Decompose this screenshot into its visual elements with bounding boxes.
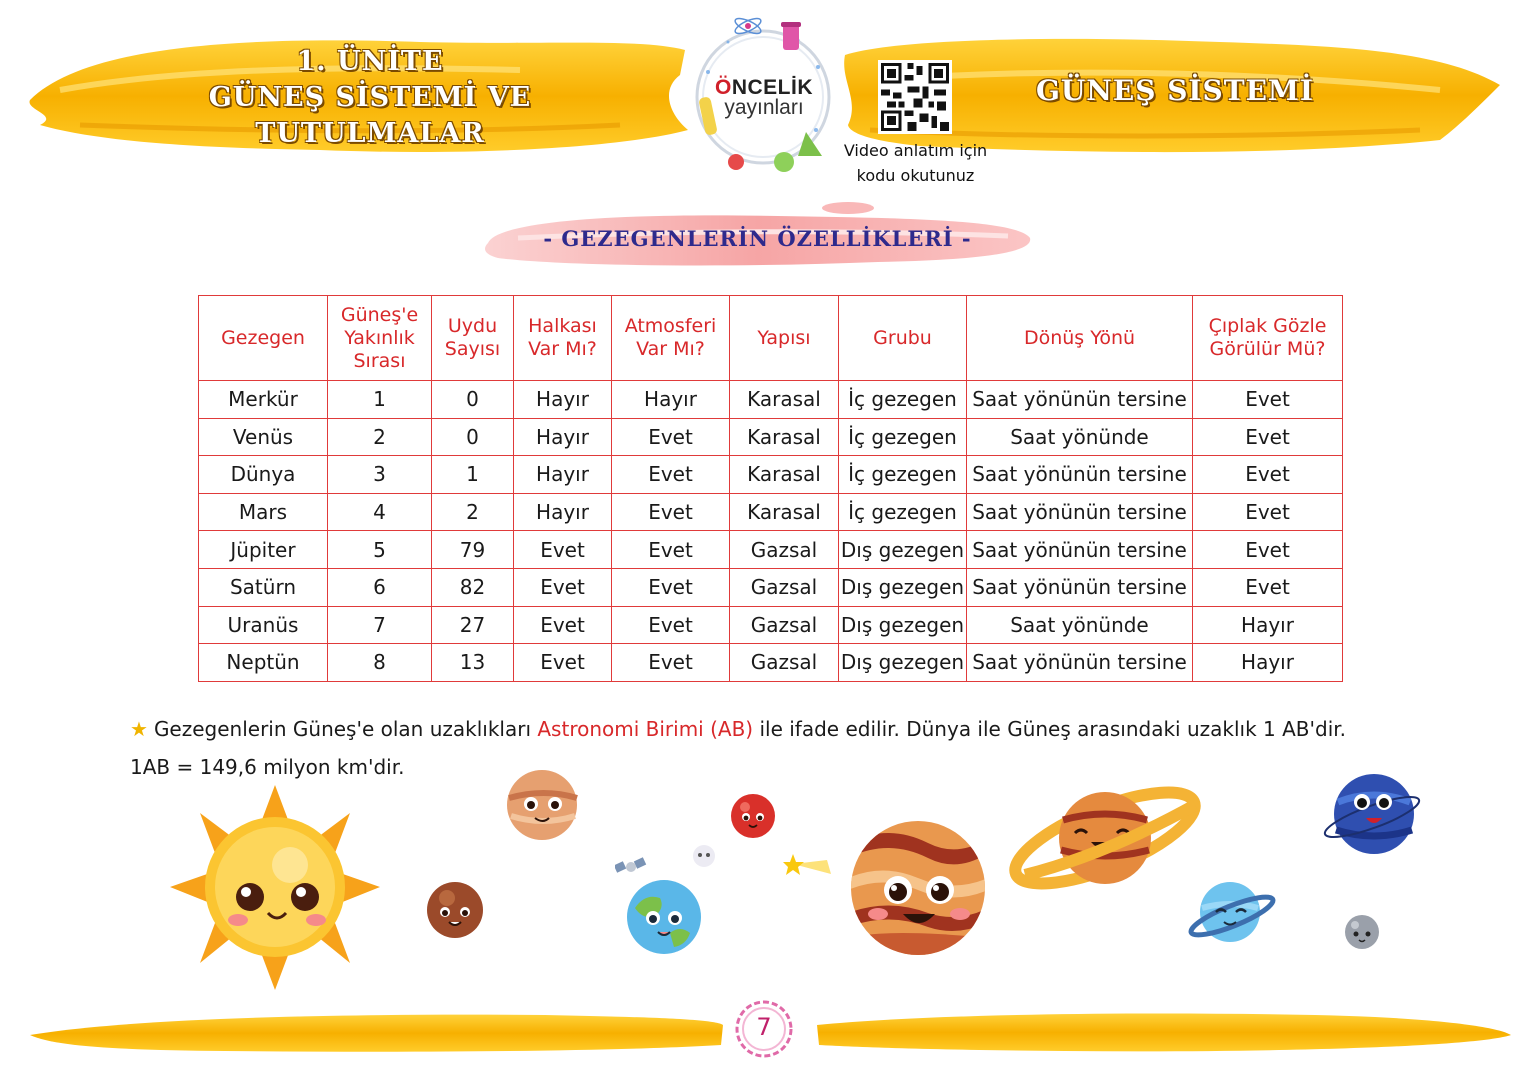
cell-planet: Venüs (199, 418, 328, 456)
cell-visible: Evet (1193, 531, 1343, 569)
cell-visible: Hayır (1193, 644, 1343, 682)
info-text-part1: Gezegenlerin Güneş'e olan uzaklıkları (153, 717, 538, 741)
cell-order: 8 (328, 644, 432, 682)
table-row (199, 531, 1343, 569)
cell-group: Dış gezegen (839, 644, 967, 682)
cell-rings: Hayır (514, 493, 612, 531)
neptune-illustration (1322, 772, 1422, 857)
unit-title-line1: 1. ÜNİTE (296, 46, 444, 77)
topic-title: GÜNEŞ SİSTEMİ (1035, 74, 1315, 107)
cell-order: 3 (328, 456, 432, 494)
cell-rotation: Saat yönünün tersine (967, 456, 1193, 494)
col-header-visible: Çıplak Gözle Görülür Mü? (1193, 296, 1343, 381)
cell-visible: Hayır (1193, 606, 1343, 644)
cell-visible: Evet (1193, 493, 1343, 531)
cell-structure: Karasal (730, 418, 839, 456)
cell-rotation: Saat yönünde (967, 606, 1193, 644)
cell-planet: Satürn (199, 568, 328, 606)
col-header-planet: Gezegen (199, 296, 328, 381)
cell-moons: 0 (432, 381, 514, 419)
col-header-order: Güneş'e Yakınlık Sırası (328, 296, 432, 381)
table-row (199, 644, 1343, 682)
cell-rotation: Saat yönünde (967, 418, 1193, 456)
cell-rings: Evet (514, 644, 612, 682)
cell-rotation: Saat yönünün tersine (967, 381, 1193, 419)
cell-group: İç gezegen (839, 418, 967, 456)
cell-group: İç gezegen (839, 381, 967, 419)
cell-planet: Mars (199, 493, 328, 531)
cell-group: Dış gezegen (839, 568, 967, 606)
cell-group: İç gezegen (839, 493, 967, 531)
cell-order: 7 (328, 606, 432, 644)
cell-planet: Merkür (199, 381, 328, 419)
cell-atmosphere: Evet (612, 418, 730, 456)
info-au-definition: 1AB = 149,6 milyon km'dir. (130, 755, 405, 779)
qr-caption-line1: Video anlatım için (843, 141, 988, 160)
cell-atmosphere: Hayır (612, 381, 730, 419)
shooting-star-icon (783, 850, 831, 880)
cell-planet: Jüpiter (199, 531, 328, 569)
qr-code-icon[interactable] (878, 60, 952, 134)
col-header-group: Grubu (839, 296, 967, 381)
cell-moons: 1 (432, 456, 514, 494)
planet-properties-table (198, 295, 1343, 682)
earth-illustration (625, 878, 703, 956)
info-text-part2: ile ifade edilir. Dünya ile Güneş arasındaki uzaklık 1 AB'dir. (753, 717, 1347, 741)
table-header-row (199, 296, 1343, 381)
cell-structure: Karasal (730, 493, 839, 531)
cell-group: İç gezegen (839, 456, 967, 494)
star-icon: ★ (130, 717, 148, 741)
col-header-structure: Yapısı (730, 296, 839, 381)
cell-atmosphere: Evet (612, 493, 730, 531)
mars-illustration (730, 793, 776, 839)
table-row (199, 418, 1343, 456)
cell-rings: Hayır (514, 381, 612, 419)
cell-planet: Uranüs (199, 606, 328, 644)
cell-planet: Neptün (199, 644, 328, 682)
cell-rotation: Saat yönünün tersine (967, 531, 1193, 569)
cell-group: Dış gezegen (839, 606, 967, 644)
table-row (199, 456, 1343, 494)
col-header-moons: Uydu Sayısı (432, 296, 514, 381)
pluto-illustration (1343, 913, 1381, 951)
cell-group: Dış gezegen (839, 531, 967, 569)
sun-illustration (170, 785, 380, 990)
cell-order: 5 (328, 531, 432, 569)
table-row (199, 493, 1343, 531)
satellite-icon (615, 855, 647, 883)
cell-atmosphere: Evet (612, 456, 730, 494)
unit-title-line3: TUTULMALAR (255, 118, 485, 149)
section-title: - GEZEGENLERİN ÖZELLİKLERİ - (543, 226, 972, 251)
cell-rings: Evet (514, 606, 612, 644)
info-highlight: Astronomi Birimi (AB) (537, 717, 754, 741)
publisher-logo (700, 76, 828, 120)
logo-brand-o: Ö (714, 76, 732, 99)
cell-visible: Evet (1193, 456, 1343, 494)
footer-brush-right (815, 1005, 1515, 1055)
cell-structure: Karasal (730, 456, 839, 494)
moon-icon (692, 844, 716, 868)
cell-atmosphere: Evet (612, 606, 730, 644)
cell-order: 4 (328, 493, 432, 531)
unit-title (160, 44, 580, 152)
cell-structure: Gazsal (730, 606, 839, 644)
logo-brand-rest: NCELİK (731, 76, 813, 99)
cell-rotation: Saat yönünün tersine (967, 493, 1193, 531)
footer-brush-left (25, 1005, 725, 1055)
cell-order: 2 (328, 418, 432, 456)
cell-visible: Evet (1193, 418, 1343, 456)
cell-rotation: Saat yönünün tersine (967, 644, 1193, 682)
cell-structure: Gazsal (730, 531, 839, 569)
table-row (199, 568, 1343, 606)
venus-illustration (505, 768, 580, 843)
cell-rotation: Saat yönünün tersine (967, 568, 1193, 606)
cell-moons: 13 (432, 644, 514, 682)
cell-order: 1 (328, 381, 432, 419)
mercury-illustration (425, 880, 485, 940)
col-header-atmosphere: Atmosferi Var Mı? (612, 296, 730, 381)
cell-rings: Evet (514, 568, 612, 606)
cell-atmosphere: Evet (612, 531, 730, 569)
cell-moons: 27 (432, 606, 514, 644)
unit-title-line2: GÜNEŞ SİSTEMİ VE (208, 82, 532, 113)
cell-rings: Hayır (514, 418, 612, 456)
qr-caption-line2: kodu okutunuz (856, 166, 975, 185)
cell-visible: Evet (1193, 381, 1343, 419)
uranus-illustration (1188, 878, 1278, 948)
cell-rings: Evet (514, 531, 612, 569)
cell-visible: Evet (1193, 568, 1343, 606)
cell-moons: 0 (432, 418, 514, 456)
cell-moons: 2 (432, 493, 514, 531)
cell-planet: Dünya (199, 456, 328, 494)
page-number: 7 (756, 1013, 772, 1041)
cell-rings: Hayır (514, 456, 612, 494)
cell-moons: 82 (432, 568, 514, 606)
info-paragraph (130, 717, 1346, 741)
cell-atmosphere: Evet (612, 644, 730, 682)
col-header-rings: Halkası Var Mı? (514, 296, 612, 381)
qr-caption (838, 138, 993, 188)
cell-atmosphere: Evet (612, 568, 730, 606)
cell-structure: Karasal (730, 381, 839, 419)
table-row (199, 606, 1343, 644)
jupiter-illustration (848, 818, 988, 958)
col-header-rotation: Dönüş Yönü (967, 296, 1193, 381)
cell-structure: Gazsal (730, 644, 839, 682)
saturn-illustration (1005, 770, 1205, 900)
logo-subtitle: yayınları (724, 96, 804, 119)
cell-structure: Gazsal (730, 568, 839, 606)
table-row (199, 381, 1343, 419)
cell-moons: 79 (432, 531, 514, 569)
cell-order: 6 (328, 568, 432, 606)
